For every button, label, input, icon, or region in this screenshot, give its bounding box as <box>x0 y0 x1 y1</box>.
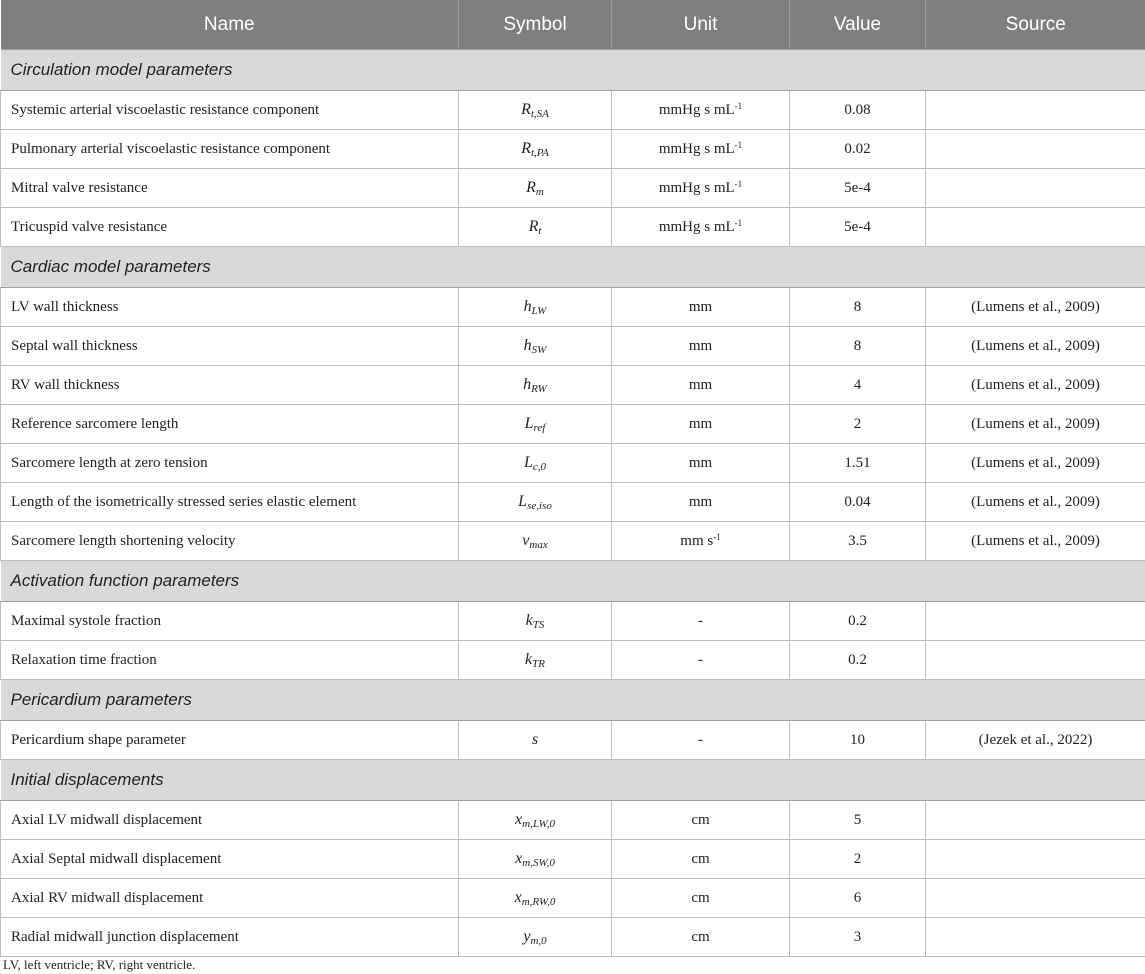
cell-symbol <box>459 879 612 918</box>
table-row <box>1 444 1145 483</box>
cell-unit <box>612 169 790 208</box>
symbol-subscript: t <box>538 224 542 237</box>
symbol-base: L <box>523 453 533 471</box>
cell-symbol <box>459 327 612 366</box>
unit-base: cm <box>691 812 710 828</box>
cell-value: 1.51 <box>790 444 926 483</box>
section-header-row <box>1 760 1145 801</box>
symbol-subscript: c,0 <box>532 460 547 473</box>
table-footnote: LV, left ventricle; RV, right ventricle. <box>3 957 196 972</box>
table-row <box>1 91 1145 130</box>
symbol-base: h <box>523 375 532 393</box>
cell-source <box>926 641 1145 680</box>
symbol-base: k <box>525 611 533 629</box>
table-row <box>1 641 1145 680</box>
cell-name: Relaxation time fraction <box>1 641 459 680</box>
symbol-base: x <box>515 810 523 828</box>
unit-base: - <box>698 613 703 629</box>
cell-name: Septal wall thickness <box>1 327 459 366</box>
cell-source <box>926 169 1145 208</box>
cell-symbol <box>459 602 612 641</box>
cell-symbol <box>459 288 612 327</box>
unit-base: mm <box>688 455 713 471</box>
cell-name: Sarcomere length at zero tension <box>1 444 459 483</box>
cell-value: 3 <box>790 918 926 957</box>
cell-unit <box>612 130 790 169</box>
symbol-base: h <box>523 336 532 354</box>
cell-name: Reference sarcomere length <box>1 405 459 444</box>
cell-source <box>926 840 1145 879</box>
unit-base: cm <box>691 890 710 906</box>
cell-symbol <box>459 91 612 130</box>
unit-base: mmHg s mL <box>658 219 735 235</box>
cell-source: (Lumens et al., 2009) <box>926 288 1145 327</box>
header-source: Source <box>926 0 1145 50</box>
symbol-subscript: TR <box>532 657 545 670</box>
unit-base: mm <box>688 338 713 354</box>
section-header-row <box>1 561 1145 602</box>
table-body <box>1 50 1145 957</box>
symbol-subscript: m <box>535 185 544 198</box>
table-row <box>1 840 1145 879</box>
symbol-base: x <box>514 888 522 906</box>
symbol-base: k <box>525 650 533 668</box>
symbol-base: R <box>526 178 536 196</box>
table-row <box>1 405 1145 444</box>
cell-name: Maximal systole fraction <box>1 602 459 641</box>
symbol-base: R <box>528 217 539 235</box>
cell-source: (Lumens et al., 2009) <box>926 522 1145 561</box>
cell-symbol <box>459 130 612 169</box>
cell-value: 2 <box>790 405 926 444</box>
unit-base: mmHg s mL <box>658 180 735 196</box>
header-row <box>1 0 1145 50</box>
cell-name: Axial Septal midwall displacement <box>1 840 459 879</box>
symbol-subscript: t,PA <box>530 146 549 159</box>
header-unit: Unit <box>612 0 790 50</box>
cell-unit <box>612 840 790 879</box>
cell-value: 2 <box>790 840 926 879</box>
cell-value: 0.2 <box>790 602 926 641</box>
unit-base: cm <box>691 929 710 945</box>
table-row <box>1 879 1145 918</box>
table-row <box>1 327 1145 366</box>
unit-base: mmHg s mL <box>658 102 735 118</box>
cell-value: 8 <box>790 288 926 327</box>
symbol-subscript: m,RW,0 <box>521 895 556 908</box>
symbol-subscript: m,LW,0 <box>522 817 555 830</box>
cell-value: 5e-4 <box>790 208 926 247</box>
unit-base: mm <box>688 299 713 315</box>
symbol-base: y <box>523 927 531 945</box>
symbol-subscript: max <box>529 538 548 551</box>
cell-source: (Lumens et al., 2009) <box>926 405 1145 444</box>
cell-source <box>926 918 1145 957</box>
table-row <box>1 721 1145 760</box>
cell-source: (Lumens et al., 2009) <box>926 444 1145 483</box>
table-row <box>1 130 1145 169</box>
symbol-subscript: RW <box>531 382 547 395</box>
cell-unit <box>612 801 790 840</box>
unit-base: mm s <box>680 533 714 549</box>
symbol-base: h <box>523 297 532 315</box>
cell-name: Pericardium shape parameter <box>1 721 459 760</box>
cell-symbol <box>459 483 612 522</box>
cell-value: 5e-4 <box>790 169 926 208</box>
cell-symbol <box>459 801 612 840</box>
cell-unit <box>612 879 790 918</box>
table-row <box>1 366 1145 405</box>
cell-unit <box>612 522 790 561</box>
cell-unit <box>612 208 790 247</box>
cell-symbol <box>459 522 612 561</box>
cell-unit <box>612 405 790 444</box>
cell-value: 0.08 <box>790 91 926 130</box>
cell-unit <box>612 483 790 522</box>
cell-source <box>926 91 1145 130</box>
cell-value: 6 <box>790 879 926 918</box>
cell-unit <box>612 602 790 641</box>
unit-base: mm <box>688 494 713 510</box>
symbol-subscript: SW <box>531 343 547 356</box>
cell-source <box>926 130 1145 169</box>
cell-unit <box>612 641 790 680</box>
table-row <box>1 602 1145 641</box>
section-header-row <box>1 680 1145 721</box>
symbol-subscript: LW <box>531 304 547 317</box>
cell-source <box>926 602 1145 641</box>
cell-source: (Jezek et al., 2022) <box>926 721 1145 760</box>
cell-name: LV wall thickness <box>1 288 459 327</box>
symbol-subscript: t,SA <box>530 107 549 120</box>
unit-exponent: -1 <box>734 140 743 150</box>
section-title: Cardiac model parameters <box>1 247 1145 288</box>
cell-source <box>926 208 1145 247</box>
unit-exponent: -1 <box>734 101 743 111</box>
cell-name: Axial LV midwall displacement <box>1 801 459 840</box>
symbol-subscript: ref <box>533 421 546 434</box>
cell-symbol <box>459 208 612 247</box>
header-name: Name <box>1 0 459 50</box>
header-value: Value <box>790 0 926 50</box>
cell-value: 0.2 <box>790 641 926 680</box>
section-header-row <box>1 50 1145 91</box>
cell-source: (Lumens et al., 2009) <box>926 483 1145 522</box>
cell-symbol <box>459 641 612 680</box>
symbol-base: v <box>522 531 530 549</box>
table-row <box>1 801 1145 840</box>
unit-base: - <box>698 652 703 668</box>
cell-symbol <box>459 366 612 405</box>
section-header-row <box>1 247 1145 288</box>
section-title: Initial displacements <box>1 760 1145 801</box>
symbol-subscript: m,SW,0 <box>522 856 555 869</box>
cell-source <box>926 879 1145 918</box>
unit-base: - <box>698 732 703 748</box>
section-title: Activation function parameters <box>1 561 1145 602</box>
cell-name: Axial RV midwall displacement <box>1 879 459 918</box>
cell-unit <box>612 288 790 327</box>
cell-unit <box>612 918 790 957</box>
cell-source: (Lumens et al., 2009) <box>926 327 1145 366</box>
table-row <box>1 918 1145 957</box>
cell-symbol <box>459 721 612 760</box>
unit-exponent: -1 <box>734 218 743 228</box>
cell-unit <box>612 721 790 760</box>
cell-unit <box>612 91 790 130</box>
cell-symbol <box>459 840 612 879</box>
cell-name: Sarcomere length shortening velocity <box>1 522 459 561</box>
unit-exponent: -1 <box>713 532 721 542</box>
symbol-base: L <box>524 414 534 432</box>
unit-exponent: -1 <box>734 179 743 189</box>
table-row <box>1 483 1145 522</box>
symbol-base: R <box>521 100 531 118</box>
cell-name: Systemic arterial viscoelastic resistance component <box>1 91 459 130</box>
table-row <box>1 208 1145 247</box>
header-symbol: Symbol <box>459 0 612 50</box>
cell-symbol <box>459 169 612 208</box>
cell-name: Tricuspid valve resistance <box>1 208 459 247</box>
unit-base: cm <box>691 851 710 867</box>
cell-unit <box>612 444 790 483</box>
cell-value: 5 <box>790 801 926 840</box>
symbol-subscript: TS <box>532 618 545 631</box>
symbol-base: R <box>521 139 531 157</box>
table-row <box>1 169 1145 208</box>
symbol-base: x <box>515 849 523 867</box>
symbol-subscript: se,iso <box>527 499 552 512</box>
unit-base: mm <box>688 377 713 393</box>
section-title: Pericardium parameters <box>1 680 1145 721</box>
cell-value: 0.04 <box>790 483 926 522</box>
cell-source: (Lumens et al., 2009) <box>926 366 1145 405</box>
cell-name: Pulmonary arterial viscoelastic resistance component <box>1 130 459 169</box>
cell-value: 8 <box>790 327 926 366</box>
cell-source <box>926 801 1145 840</box>
cell-name: Mitral valve resistance <box>1 169 459 208</box>
unit-base: mm <box>688 416 713 432</box>
cell-name: RV wall thickness <box>1 366 459 405</box>
symbol-base: L <box>518 492 528 510</box>
table-row <box>1 288 1145 327</box>
cell-unit <box>612 327 790 366</box>
cell-symbol <box>459 444 612 483</box>
cell-symbol <box>459 918 612 957</box>
cell-value: 3.5 <box>790 522 926 561</box>
cell-value: 4 <box>790 366 926 405</box>
cell-name: Radial midwall junction displacement <box>1 918 459 957</box>
unit-base: mmHg s mL <box>658 141 735 157</box>
cell-name: Length of the isometrically stressed series elastic element <box>1 483 459 522</box>
section-title: Circulation model parameters <box>1 50 1145 91</box>
cell-unit <box>612 366 790 405</box>
table-row <box>1 522 1145 561</box>
cell-value: 10 <box>790 721 926 760</box>
symbol-subscript: m,0 <box>530 934 547 947</box>
cell-symbol <box>459 405 612 444</box>
symbol-base: s <box>531 730 539 748</box>
cell-value: 0.02 <box>790 130 926 169</box>
